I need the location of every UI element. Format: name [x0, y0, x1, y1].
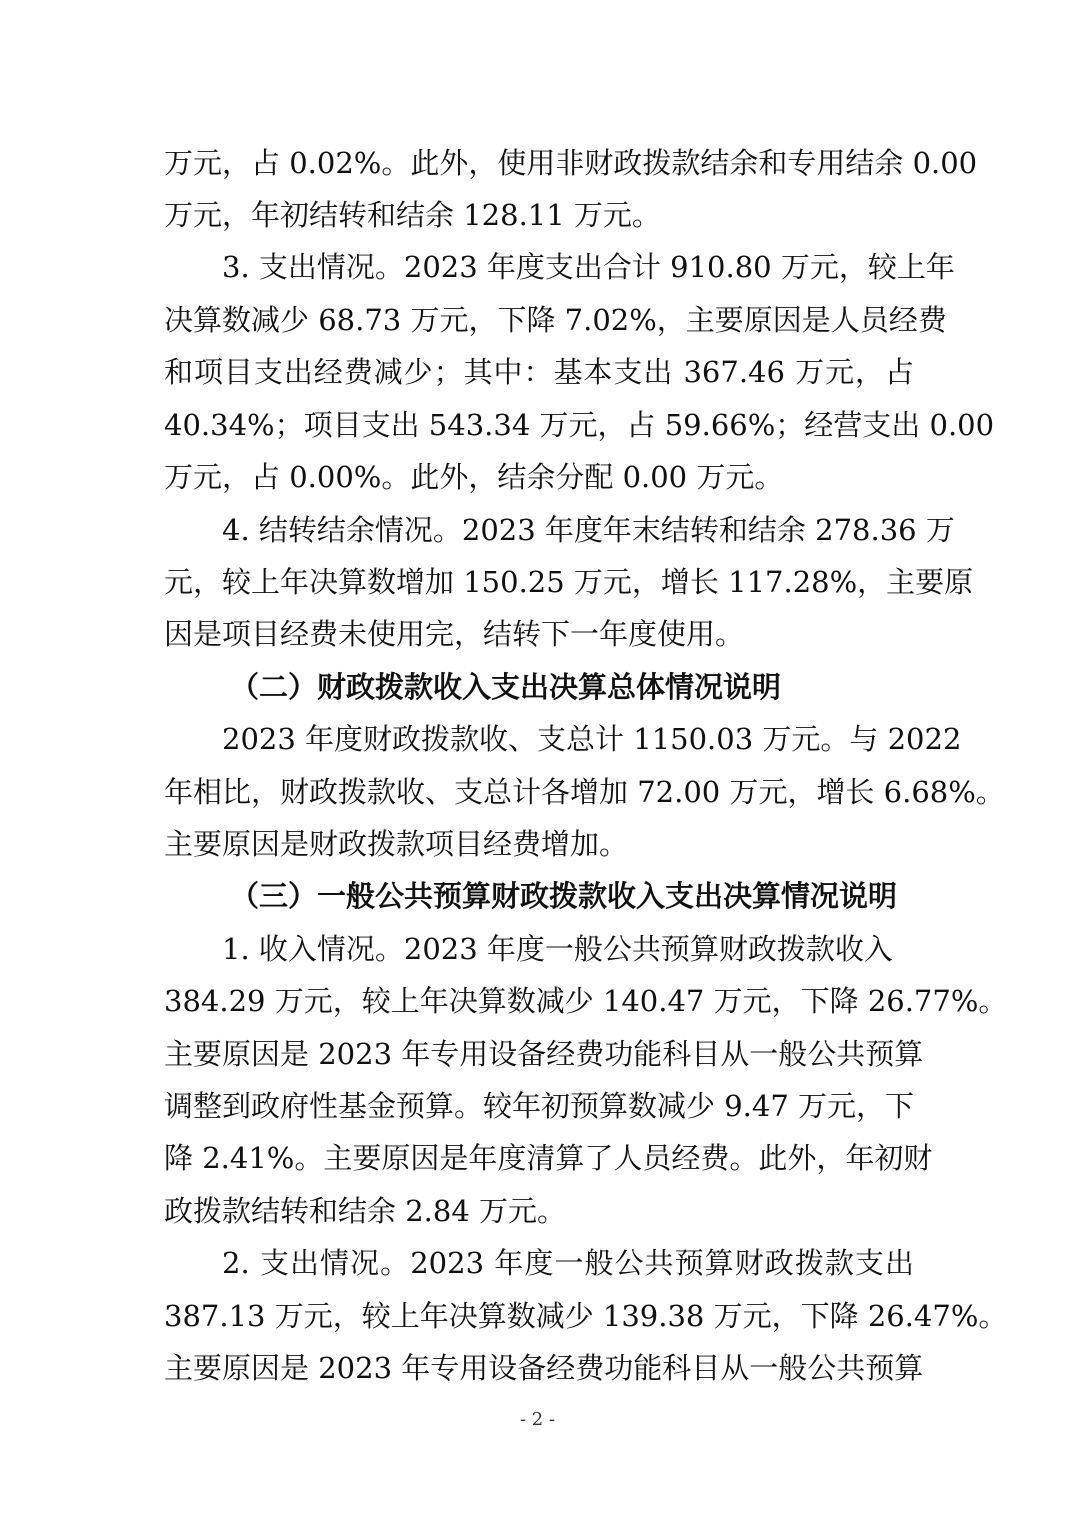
text-line: 和项目支出经费减少；其中：基本支出 367.46 万元，占 [164, 355, 914, 389]
text-line: 主要原因是 2023 年专用设备经费功能科目从一般公共预算 [164, 1351, 924, 1385]
text-line: 4. 结转结余情况。2023 年度年末结转和结余 278.36 万 [222, 513, 955, 547]
text-line: 2023 年度财政拨款收、支总计 1150.03 万元。与 2022 [222, 722, 962, 756]
text-line: 万元，占 0.00%。此外，结余分配 0.00 万元。 [164, 460, 784, 494]
text-line: 降 2.41%。主要原因是年度清算了人员经费。此外，年初财 [164, 1141, 933, 1175]
text-line: 1. 收入情况。2023 年度一般公共预算财政拨款收入 [222, 932, 893, 966]
page-number: - 2 - [519, 1409, 556, 1430]
text-line: 387.13 万元，较上年决算数减少 139.38 万元，下降 26.47%。 [164, 1299, 1008, 1333]
text-line: 调整到政府性基金预算。较年初预算数减少 9.47 万元，下 [164, 1089, 915, 1123]
text-line: 因是项目经费未使用完，结转下一年度使用。 [164, 617, 745, 651]
section-heading: （三）一般公共预算财政拨款收入支出决算情况说明 [230, 879, 898, 913]
text-line: 政拨款结转和结余 2.84 万元。 [164, 1194, 567, 1228]
text-line: 万元，年初结转和结余 128.11 万元。 [164, 198, 661, 232]
text-line: 3. 支出情况。2023 年度支出合计 910.80 万元，较上年 [222, 250, 955, 284]
text-line: 元，较上年决算数增加 150.25 万元，增长 117.28%，主要原 [164, 565, 974, 599]
text-line: 决算数减少 68.73 万元，下降 7.02%，主要原因是人员经费 [164, 303, 947, 337]
text-line: 2. 支出情况。2023 年度一般公共预算财政拨款支出 [222, 1246, 914, 1280]
text-line: 主要原因是财政拨款项目经费增加。 [164, 827, 629, 861]
section-heading: （二）财政拨款收入支出决算总体情况说明 [230, 670, 782, 704]
text-line: 主要原因是 2023 年专用设备经费功能科目从一般公共预算 [164, 1037, 924, 1071]
text-line: 40.34%；项目支出 543.34 万元，占 59.66%；经营支出 0.00 [164, 408, 995, 442]
text-line: 万元，占 0.02%。此外，使用非财政拨款结余和专用结余 0.00 [164, 146, 978, 180]
text-line: 年相比，财政拨款收、支总计各增加 72.00 万元，增长 6.68%。 [164, 775, 1005, 809]
text-line: 384.29 万元，较上年决算数减少 140.47 万元，下降 26.77%。 [164, 984, 1008, 1018]
